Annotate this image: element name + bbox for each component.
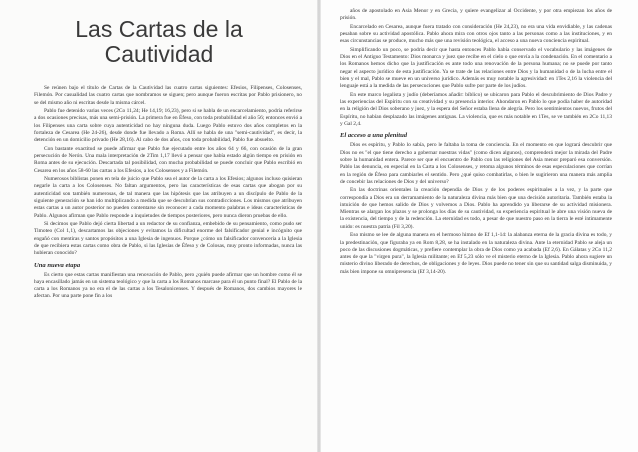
chapter-title-line-2: Cautividad: [104, 41, 214, 67]
right-paragraph-1: años de apostolado en Asia Menor y en Grecia, y quiere evangelizar al Occidente, y por otra empiezan los años de prisión.: [340, 8, 612, 22]
left-paragraph-3: Con bastante exactitud se puede afirmar que Pablo fue ejecutado entre los años 64 y 66, con ocasión de la gran persecución de Nerón. Una mala interpretación de 2Tim 1,17 llevó a pensar que había estado algún tiempo en prisión en Roma antes de su ejecución. Descartada tal posibilidad, con mucha probabilidad se puede concluir que Pablo escribió en Cesarea en los años 58-60 las cartas a los Efesios, a los Colosenses y a Filemón.: [34, 145, 302, 174]
right-paragraph-3: Simplificando un poco, se podría decir que hasta entonces Pablo había conservado el vocabulario y las imágenes de Dios en el Antiguo Testamento: Dios monarca y juez que recibe en el cielo o que envía a la condenación. En el comentario a los Romanos hemos dicho que la justificación es ante todo una renovación de la persona humana; no se puede por tanto negar el aspecto jurídico de esta justificación. Ya se trate de las relaciones entre Dios y la humanidad o de la lucha entre el bien y el mal, Pablo se mueve en un universo jurídico. Además es muy notable la agresividad: en 1Tes 2,16 la violencia del lenguaje está a la medida de las persecuciones que Pablo sufre por parte de los judíos.: [340, 46, 612, 90]
left-paragraph-6: Es cierto que estas cartas manifiestan una renovación de Pablo, pero ¿quién puede afirmar que un hombre como él se haya encasillado jamás en un sistema teológico y que la carta a los Romanos marcase para él un punto final? El Pablo de la carta a los Romanos ya no era el de las cartas a los Tesalonicenses. Y después de Romanos, dos cambios mayores le afectan. Por una parte pone fin a los: [34, 271, 302, 300]
left-column: [34, 85, 302, 302]
left-paragraph-1: Se reúnen bajo el título de Cartas de la Cautividad las cuatro cartas siguientes: Efesios, Filipenses, Colosenses, Filemón. Por casualidad las cuatro cartas que nombramos se siguen; pero aunque fueron escritas por Pablo prisionero, no se del mismo año ni escritas desde la misma cárcel.: [34, 85, 302, 106]
right-paragraph-4: En este marco legalista y judío (deberíamos añadir: bíblico) se ubicaron para Pablo el descubrimiento de Dios Padre y las experiencias del Espíritu con su creatividad y su presencia interior. Ahondaron en Pablo lo que podía haber de autoridad en la religión del Dios soberano y juez, y la espera del Señor estaba llena de alegría. Pero los sentimientos nuevos, frutos del Espíritu, no habían desplazado las imágenes antiguas. La violencia, que es más notable en 1Tes, se ve también en 2Co 11,13 y Gal 2,4.: [340, 91, 612, 128]
right-paragraph-6: En las doctrinas orientales la creación dependía de Dios y de los poderes espirituales a la vez, y la parte que correspondía a Dios era un derramamiento de la naturaleza divina más bien que una decisión autoritaria. También estaba la intuición de que hemos salido de Dios y volvemos a Dios. Pablo ha aprendido ya liberarse de su actividad misionera. Mientras se alargan los plazos y se prolonga los días de su cautividad, su experiencia espiritual le abre una visión nueva de la existencia, del tiempo y de la redención. La eternidad es todo, a pesar de que nuestro paso en la tierra le esté íntimamente unido: es nuestra patria (Fil 3,20).: [340, 187, 612, 230]
right-paragraph-2: Encarcelado en Cesarea, aunque fuera tratado con consideración (He 24,23), no era una vida envidiable, y las cadenas pesaban sobre su actividad apostólica. Pablo ahora mira con otros ojos tanto a las personas como a las instituciones, y en esas circunstancias se produce, mucho más que una revisión teológica, el acceso a una nueva conciencia espiritual.: [340, 23, 612, 45]
book-spine: [317, 0, 321, 452]
left-paragraph-5: Si decimos que Pablo dejó cierta libertad a un redactor de su confianza, embebido de su pensamiento, como pudo ser Timoteo (Col 1,1), descartamos las objeciones y evitamos la dificultad enorme del falsificador genial e incógnito que engañó con mentiras y santos propósitos a una Iglesia de ingenuos. Porque ¿cómo un falsificador convencería a la Iglesia de que recibiera estas cartas como obra de Pablo, si las Iglesias de Éfeso y de Colosas, muy pronto informadas, nunca las hubieran conocido?: [34, 221, 302, 257]
right-subheading: El acceso a una plenitud: [340, 132, 408, 140]
right-paragraph-7: Eso mismo se lee de alguna manera en el hermoso himno de Ef 1,1-14: la alabanza eterna de la gracia divina es todo, y la predestinación, que figuraba ya en Rom 8,28, se ha instalado en la naturaleza divina. Ante la eternidad Pablo se aleja un poco de las discusiones dogmáticas, y prefiere contemplar la obra de Dios como ya acabada (Ef 2,6). En Gálatas y 2Co 11,2 antes de que la "virgen pura", la Iglesia militante; en Ef 5,23 sólo ve el misterio eterno de la Iglesia. Pablo ahora sugiere un misterio divino liberado de derechos, de obligaciones y de leyes. Dios puede no tener sin que su santidad salga disminuida, y más bien impone su omnipresencia (Ef 3,14-20).: [340, 232, 612, 275]
left-subheading: Una nueva etapa: [34, 261, 81, 269]
chapter-title-line-1: Las Cartas de la: [75, 16, 243, 42]
left-paragraph-4: Numerosos biblistas ponen en tela de juicio que Pablo sea el autor de la carta a los Efesios; algunos incluso quisieran negarle la carta a los Colosenses. No faltan argumentos, pero las características de esas cartas que abogan por su autenticidad son también numerosas, de tal manera que las hipótesis que las atribuyen a un discípulo de Pablo de la siguiente generación se han ido multiplicando a medida que se descubrían sus contradicciones. Los mismos que atribuyen estas cartas a un autor posterior no pueden contentarse sin reconocer a cada momento palabras e ideas características de Pablo. Algunos afirman que Pablo responde a inquietudes de tiempos posteriores, pero nunca dieron pruebas de ello.: [34, 176, 302, 219]
right-paragraph-5: Dios es espíritu, y Pablo lo sabía, pero le faltaba la toma de conciencia. En el momento en que logrará descubrir que Dios no es "el que tiene derecho a gobernar nuestras vidas" (como dicen algunos), comprenderá mejor la mirada del Padre sobre la humanidad entera. Parece ser que el encuentro de Pablo con las religiones del Asia menor preparó esa conversión. Pablo las denuncia, en especial en la Carta a los Colosenses, y retoma algunos términos de esas especulaciones que corrían en la región de Éfeso para cambiarles el sentido. Pero ¿qué quiso combatirlas, o bien le sugirieron una manera más amplia de concebir las relaciones de Dios y del universo?: [340, 142, 612, 185]
right-column: [340, 8, 612, 277]
left-paragraph-2: Pablo fue detenido varias veces (2Co 11,24; He 14,19; 16,23), pero si se habla de un encarcelamiento, podría referirse a dos ocasiones precisas, más una semi-prisión. La primera fue en Éfeso, con toda probabilidad el año 56; entonces envió a los Filipenses una carta sobre cuya autenticidad no hay ninguna duda. Luego Pablo estuvo dos años completos en la fortaleza de Cesarea (He 24-26), desde donde fue llevado a Roma. Allí se habla de una "semi-cautividad", es decir, la detención en un domicilio privado (He 28,16). Al cabo de dos años, con toda probabilidad, Pablo fue absuelto.: [34, 108, 302, 144]
